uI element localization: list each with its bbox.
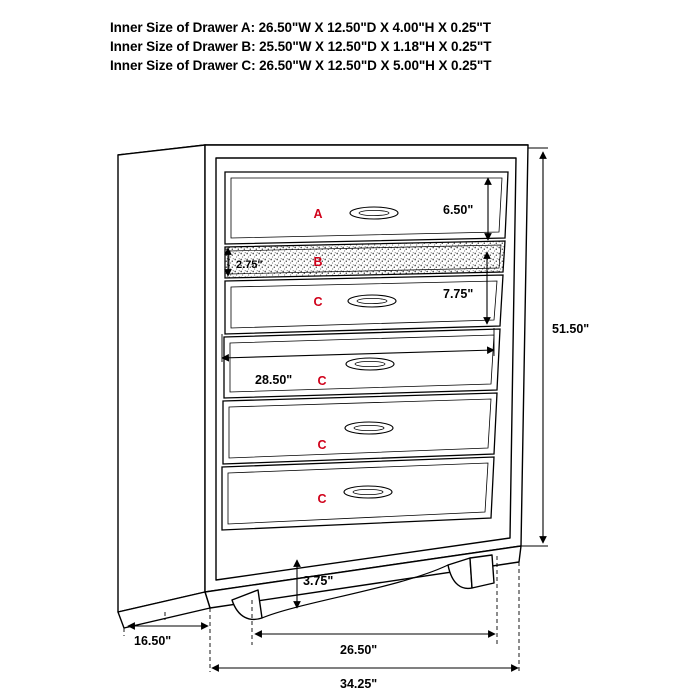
dim-label-drawer-a-height: 6.50" xyxy=(443,203,474,217)
spec-line-b: Inner Size of Drawer B: 25.50"W X 12.50"D X 1.18"H X 0.25"T xyxy=(110,39,492,54)
dim-label-base-width: 26.50" xyxy=(340,643,378,657)
dim-label-depth: 16.50" xyxy=(134,634,172,648)
drawer-c2 xyxy=(224,329,500,398)
drawer-b xyxy=(225,241,505,278)
dim-label-foot-height: 3.75" xyxy=(303,574,334,588)
dim-label-drawer-b-height: 2.75" xyxy=(236,259,263,271)
dim-label-total-height: 51.50" xyxy=(552,322,590,336)
drawer-label-c4: C xyxy=(317,492,327,506)
dim-label-drawer-c-height: 7.75" xyxy=(443,287,474,301)
dim-label-drawer-width: 28.50" xyxy=(255,373,293,387)
spec-line-c: Inner Size of Drawer C: 26.50"W X 12.50"D X 5.00"H X 0.25"T xyxy=(110,58,492,73)
drawer-label-a: A xyxy=(313,207,323,221)
drawer-label-b: B xyxy=(313,255,323,269)
drawer-label-c2: C xyxy=(317,374,327,388)
drawer-label-c3: C xyxy=(317,438,327,452)
dim-label-total-width: 34.25" xyxy=(340,677,378,691)
drawer-c3 xyxy=(223,393,497,464)
spec-line-a: Inner Size of Drawer A: 26.50"W X 12.50"D X 4.00"H X 0.25"T xyxy=(110,20,491,35)
drawer-c1 xyxy=(225,275,503,334)
drawer-c4 xyxy=(222,457,494,530)
drawer-label-c1: C xyxy=(313,295,323,309)
